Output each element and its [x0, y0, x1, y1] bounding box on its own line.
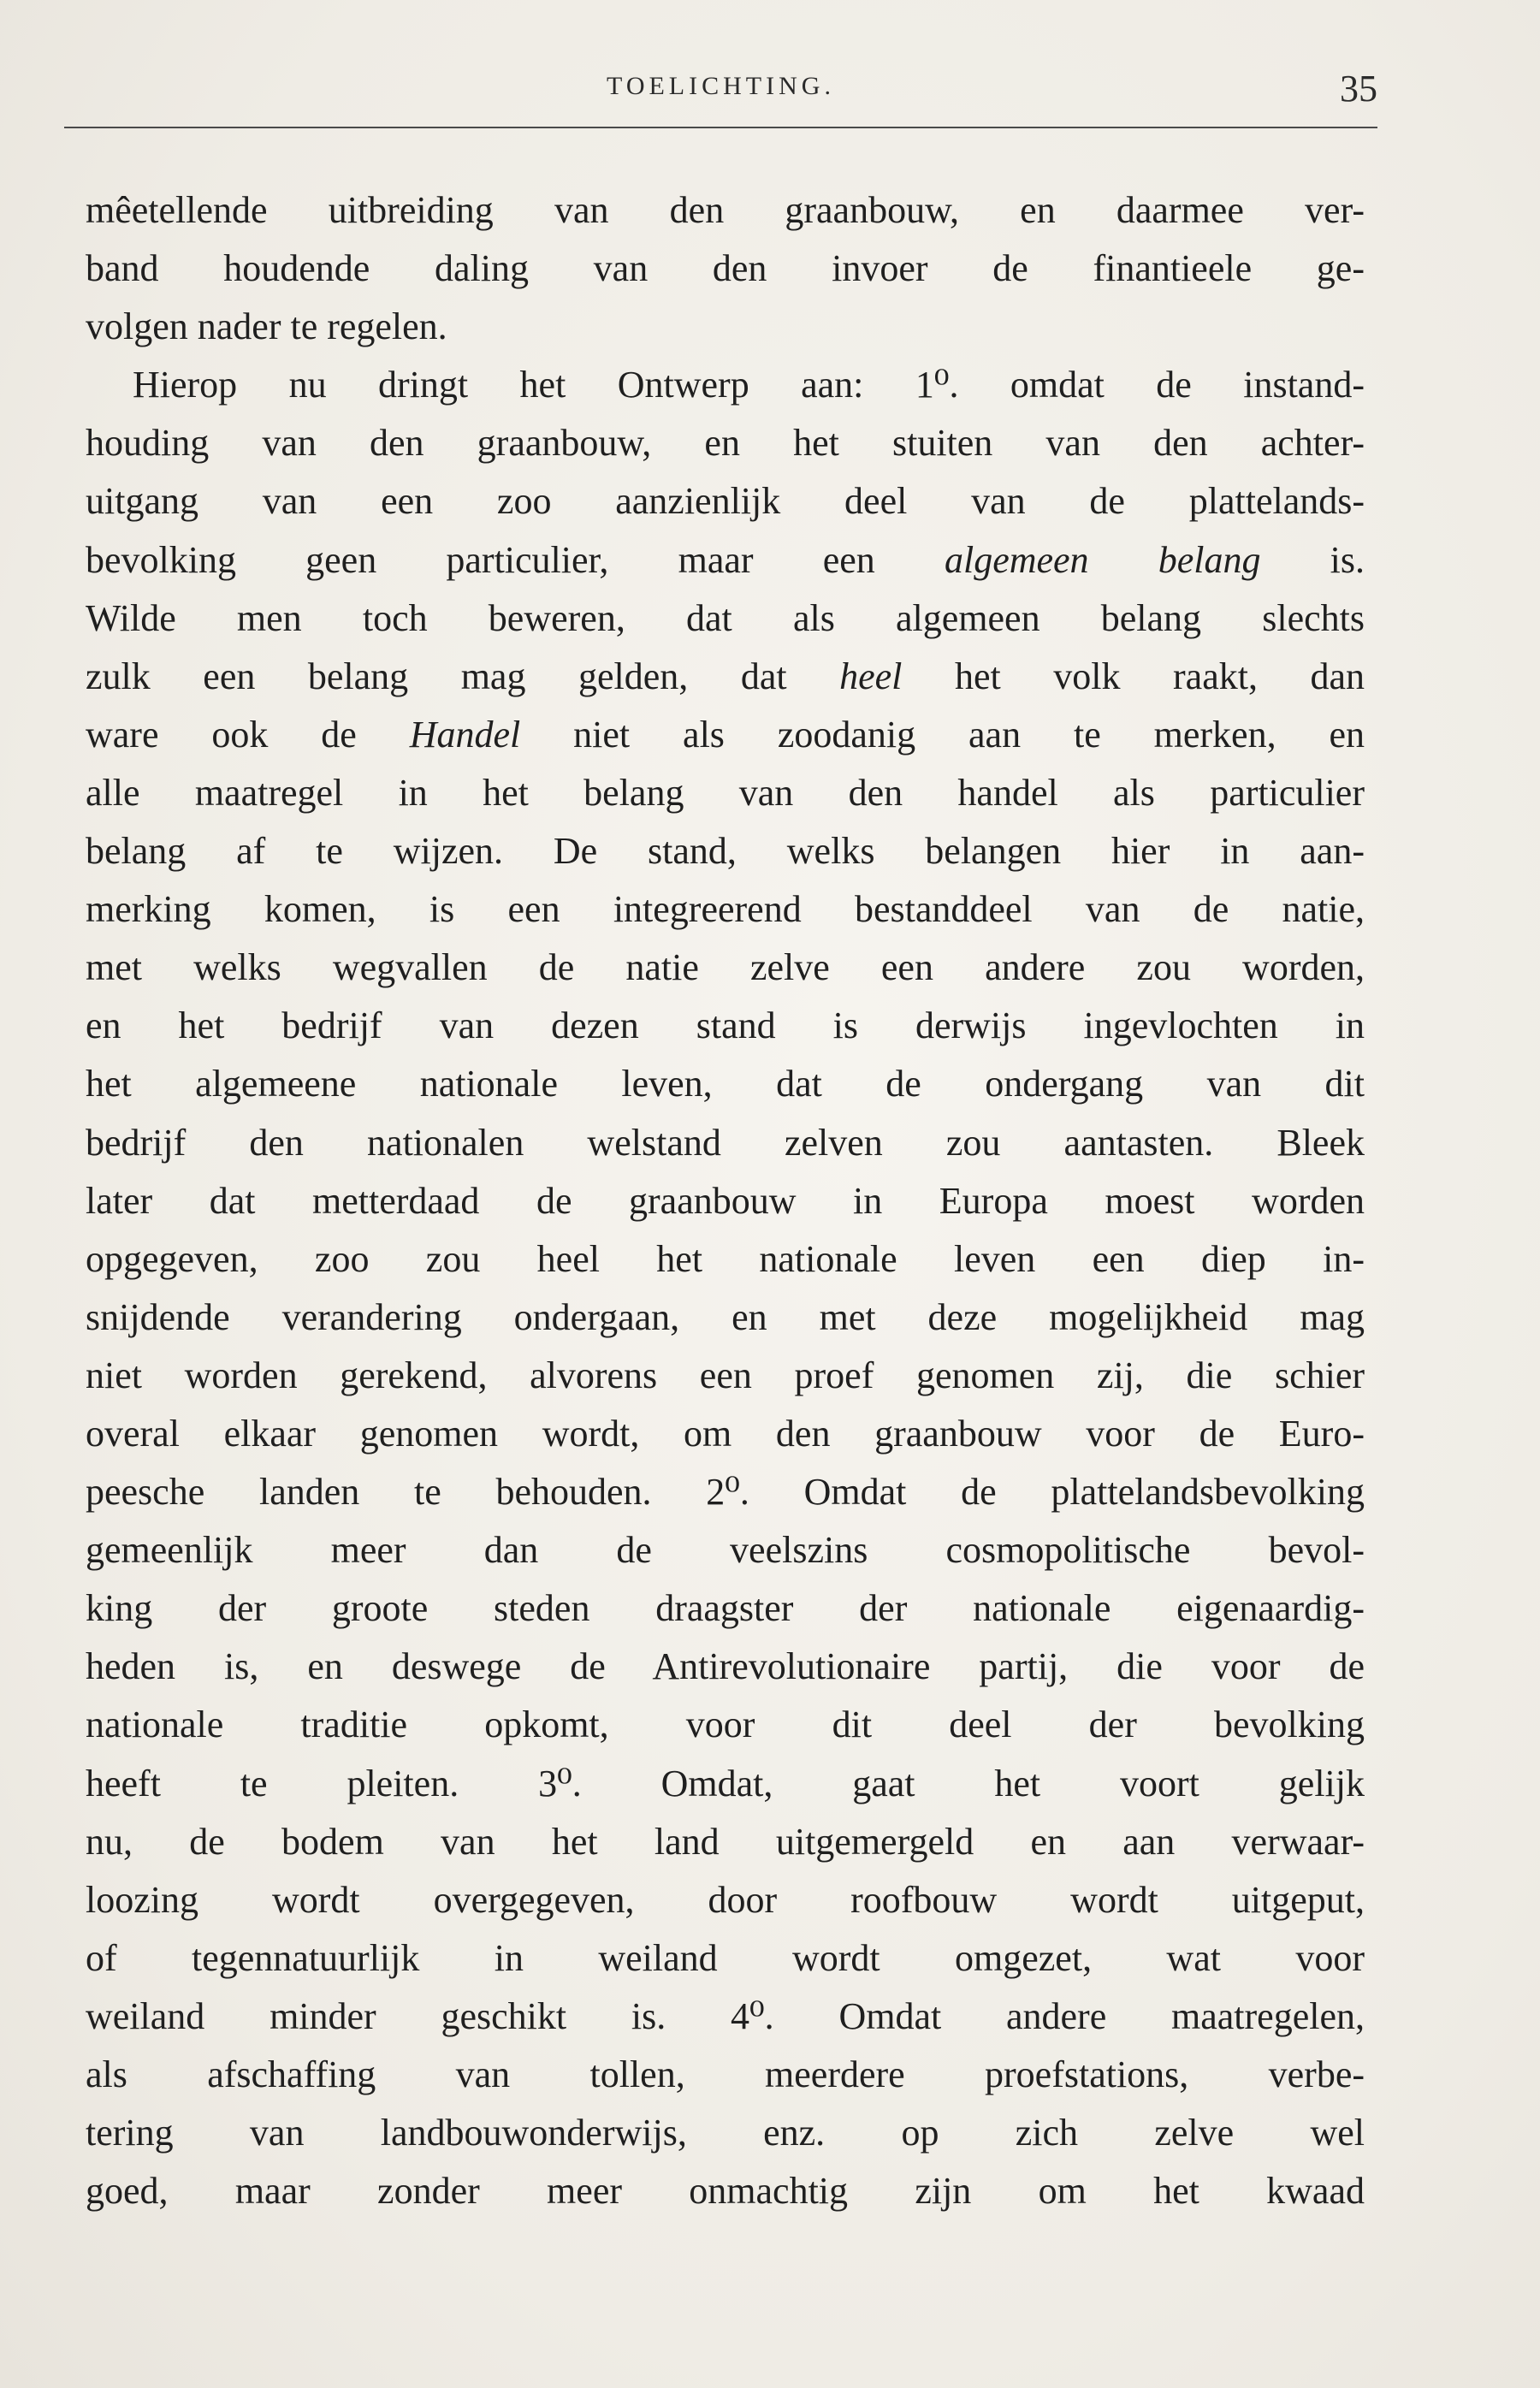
text-line: houding van den graanbouw, en het stuiten van den achter-: [86, 422, 1365, 465]
emphasis-text: Handel: [409, 713, 521, 756]
text-line: uitgang van een zoo aanzienlijk deel van de plattelands-: [86, 480, 1365, 523]
emphasis-text: algemeen belang: [944, 538, 1261, 581]
text-line: of tegennatuurlijk in weiland wordt omgezet, wat voor: [86, 1936, 1365, 1979]
text-line: weiland minder geschikt is. 4⁰. Omdat andere maatregelen,: [86, 1994, 1365, 2037]
text-line: band houdende daling van den invoer de finantieele ge-: [86, 247, 1365, 290]
text-line: overal elkaar genomen wordt, om den graanbouw voor de Euro-: [86, 1412, 1365, 1455]
text-segment: zulk een belang mag gelden, dat: [86, 655, 787, 697]
text-line: [86, 531, 1365, 590]
text-segment: niet als zoodanig aan te merken, en: [520, 713, 1365, 756]
text-line: het algemeene nationale leven, dat de ondergang van dit: [86, 1063, 1365, 1105]
text-line: loozing wordt overgegeven, door roofbouw wordt uitgeput,: [86, 1878, 1365, 1921]
text-line: en het bedrijf van dezen stand is derwijs ingevlochten in: [86, 1004, 1365, 1047]
text-line: als afschaffing van tollen, meerdere proefstations, verbe-: [86, 2053, 1365, 2095]
header-rule: [64, 127, 1377, 128]
text-line: king der groote steden draagster der nationale eigenaardig-: [86, 1587, 1365, 1630]
text-line: snijdende verandering ondergaan, en met deze mogelijkheid mag: [86, 1295, 1365, 1338]
text-line: alle maatregel in het belang van den handel als particulier: [86, 771, 1365, 814]
text-segment: ware ook de: [86, 713, 357, 756]
text-segment: is.: [1260, 538, 1365, 581]
text-line: niet worden gerekend, alvorens een proef genomen zij, die schier: [86, 1354, 1365, 1396]
text-line: [86, 706, 1365, 764]
text-line: belang af te wijzen. De stand, welks belangen hier in aan-: [86, 830, 1365, 873]
text-line: later dat metterdaad de graanbouw in Europa moest worden: [86, 1179, 1365, 1222]
text-line: goed, maar zonder meer onmachtig zijn om het kwaad: [86, 2170, 1365, 2213]
text-line: nationale traditie opkomt, voor dit deel der bevolking: [86, 1704, 1365, 1746]
text-line: [86, 648, 1365, 706]
text-segment: het volk raakt, dan: [902, 655, 1365, 697]
text-segment: bevolking geen particulier, maar een: [86, 538, 875, 581]
running-title: TOELICHTING.: [607, 72, 835, 100]
text-line: opgegeven, zoo zou heel het nationale leven een diep in-: [86, 1237, 1365, 1280]
text-line: bedrijf den nationalen welstand zelven zou aantasten. Bleek: [86, 1121, 1365, 1164]
text-line: Hierop nu dringt het Ontwerp aan: 1⁰. omdat de instand-: [133, 364, 1365, 406]
text-line: volgen nader te regelen.: [86, 305, 447, 348]
page-number: 35: [1340, 68, 1377, 110]
text-line: peesche landen te behouden. 2⁰. Omdat de plattelandsbevolking: [86, 1471, 1365, 1514]
text-line: heeft te pleiten. 3⁰. Omdat, gaat het voort gelijk: [86, 1762, 1365, 1804]
text-line: nu, de bodem van het land uitgemergeld en aan verwaar-: [86, 1820, 1365, 1863]
text-line: met welks wegvallen de natie zelve een andere zou worden,: [86, 946, 1365, 989]
text-line: heden is, en deswege de Antirevolutionaire partij, die voor de: [86, 1645, 1365, 1688]
text-line: mêetellende uitbreiding van den graanbouw, en daarmee ver-: [86, 189, 1365, 231]
text-line: merking komen, is een integreerend bestanddeel van de natie,: [86, 888, 1365, 931]
text-line: gemeenlijk meer dan de veelszins cosmopolitische bevol-: [86, 1529, 1365, 1572]
text-line: tering van landbouwonderwijs, enz. op zich zelve wel: [86, 2112, 1365, 2154]
text-line: Wilde men toch beweren, dat als algemeen belang slechts: [86, 596, 1365, 639]
body-text: [86, 181, 1365, 2220]
page-header: [64, 67, 1377, 135]
emphasis-text: heel: [839, 655, 903, 697]
